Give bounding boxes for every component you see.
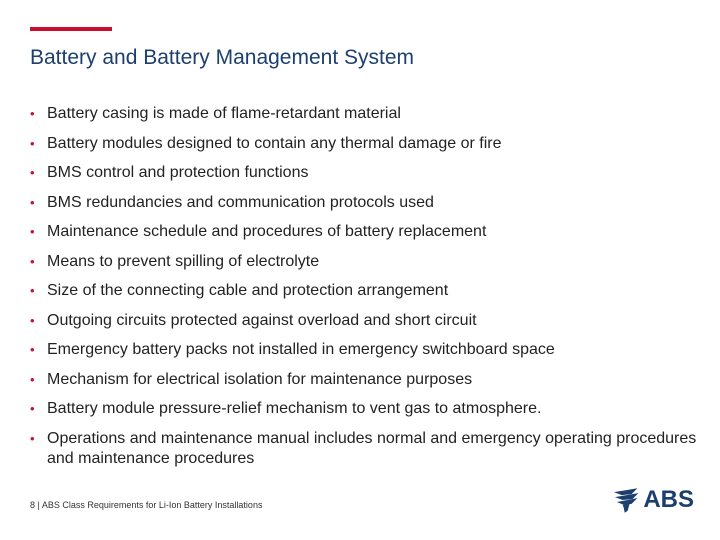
slide-title: Battery and Battery Management System: [30, 46, 415, 69]
abs-logo: [612, 484, 694, 516]
bullet-text: BMS control and protection functions: [47, 164, 309, 181]
bullet-text: BMS redundancies and communication protocols used: [47, 193, 434, 211]
bullet-item: [30, 252, 700, 272]
bullet-item: [30, 281, 700, 301]
bullet-text: Size of the connecting cable and protection arrangement: [47, 282, 449, 299]
bullet-text: Mechanism for electrical isolation for maintenance purposes: [47, 370, 473, 388]
bullet-item: [30, 399, 700, 419]
bullet-item: [30, 340, 700, 360]
bullet-dot: •: [30, 430, 35, 446]
bullet-dot: •: [30, 106, 35, 121]
bullet-dot: •: [30, 224, 35, 239]
bullet-dot: •: [30, 135, 35, 151]
bullet-dot: •: [30, 312, 35, 328]
bullet-text: Maintenance schedule and procedures of battery replacement: [47, 223, 487, 240]
bullet-item: [30, 193, 700, 213]
bullet-item: [30, 370, 700, 390]
eagle-icon: [612, 486, 641, 514]
title-accent-bar: [30, 27, 112, 31]
bullet-dot: •: [30, 165, 35, 180]
bullet-dot: •: [30, 253, 35, 269]
bullet-item: [30, 429, 700, 469]
bullet-dot: •: [30, 283, 35, 298]
bullet-dot: •: [30, 342, 35, 357]
bullet-list: [30, 104, 700, 478]
bullet-text: Battery casing is made of flame-retardant material: [47, 105, 401, 122]
bullet-item: [30, 104, 700, 124]
bullet-item: [30, 311, 700, 331]
bullet-text: Operations and maintenance manual includes normal and emergency operating procedures and maintenance procedures: [47, 429, 697, 467]
logo-wordmark: ABS: [643, 486, 694, 513]
bullet-item: [30, 134, 700, 154]
bullet-text: Means to prevent spilling of electrolyte: [47, 252, 320, 270]
slide-footer: 8 | ABS Class Requirements for Li-Ion Battery Installations: [30, 500, 263, 510]
bullet-dot: •: [30, 194, 35, 210]
bullet-item: [30, 163, 700, 183]
bullet-dot: •: [30, 401, 35, 416]
bullet-text: Battery module pressure-relief mechanism to vent gas to atmosphere.: [47, 400, 542, 417]
bullet-text: Battery modules designed to contain any thermal damage or fire: [47, 134, 502, 152]
bullet-text: Outgoing circuits protected against overload and short circuit: [47, 311, 477, 329]
bullet-item: [30, 222, 700, 242]
bullet-text: Emergency battery packs not installed in emergency switchboard space: [47, 341, 555, 358]
bullet-dot: •: [30, 371, 35, 387]
